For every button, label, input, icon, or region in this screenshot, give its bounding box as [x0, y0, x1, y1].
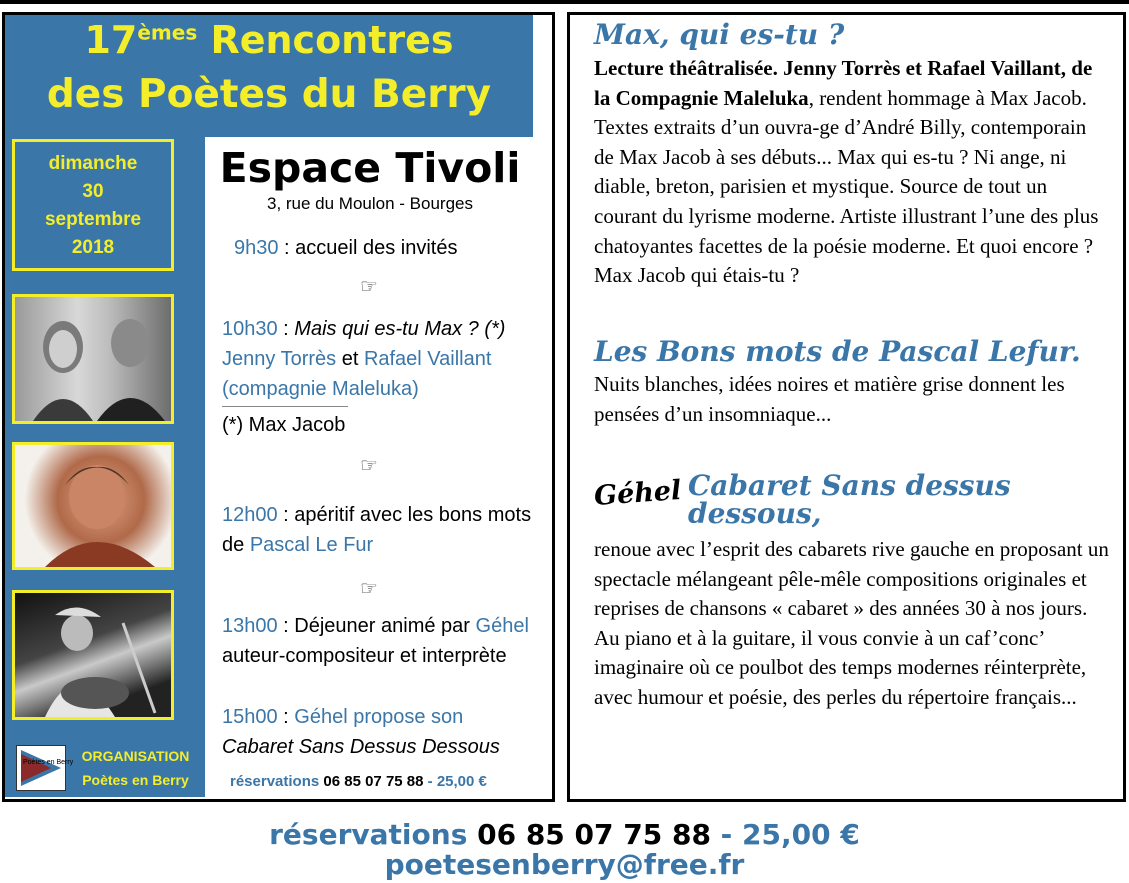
program-item-3: 12h00 : apéritif avec les bons mots: [222, 504, 532, 526]
footnote-rule: [222, 406, 348, 407]
pointing-hand-icon: ☞: [360, 578, 378, 600]
program-item-5-title: Cabaret Sans Dessus Dessous: [222, 736, 500, 758]
pointing-hand-icon: ☞: [360, 455, 378, 477]
photo-pascal: [12, 442, 174, 570]
footer-email[interactable]: poetesenberry@free.fr: [384, 848, 745, 881]
top-rule: [0, 0, 1129, 4]
pointing-hand-icon: ☞: [360, 276, 378, 298]
venue-name: Espace Tivoli: [219, 144, 521, 192]
gehel-signature: Géhel: [593, 474, 683, 513]
program-item-4: 13h00 : Déjeuner animé par Géhel: [222, 615, 529, 637]
section-max-title: Max, qui es-tu ?: [594, 18, 845, 51]
organisation-label: ORGANISATION: [81, 748, 190, 764]
event-title-line2: des Poètes du Berry: [46, 72, 492, 117]
photo-jenny-rafael: [12, 294, 174, 424]
program-item-2-company: (compagnie Maleluka): [222, 378, 419, 400]
photo-gehel: [12, 590, 174, 720]
footnote: (*) Max Jacob: [222, 414, 346, 436]
section-max-text: Lecture théâtralisée. Jenny Torrès et Rafael Vaillant, de la Compagnie Maleluka, rendent hommage à Max Jacob. Textes extraits d’un ouvra-ge d’André Billy, contemporain de Max Jacob à ses débuts... Max qui es-tu ? Ni ange, ni diable, breton, parisien et mystique. Source de tout un courant du lyrisme moderne. Artiste illustrant l’une des plus chatoyantes facettes de la poésie moderne. Et quoi encore ? Max Jacob qui étais-tu ?: [594, 56, 1099, 288]
program-item-2: 10h30 : Mais qui es-tu Max ? (*): [222, 318, 506, 340]
reservation-small: réservations 06 85 07 75 88 - 25,00 €: [230, 773, 487, 790]
event-title-line1: 17èmes Rencontres: [84, 18, 454, 62]
section-pascal-text: Nuits blanches, idées noires et matière grise donnent les pensées d’un insomniaque...: [594, 372, 1065, 426]
logo-lettering: Poètes en Berry: [23, 759, 74, 766]
footer-reservation: réservations 06 85 07 75 88 - 25,00 €: [269, 818, 860, 851]
organisation-name: Poètes en Berry: [82, 772, 189, 788]
program-item-4-role: auteur-compositeur et interprète: [222, 645, 507, 667]
venue-address: 3, rue du Moulon - Bourges: [266, 194, 473, 213]
section-cabaret-title: Cabaret Sans dessus dessous,: [688, 469, 1011, 530]
section-cabaret-text: renoue avec l’esprit des cabarets rive gauche en proposant un spectacle mélangeant pêle-mêle compositions originales et reprises de chansons « cabaret » des années 30 à nos jours. Au piano et à la guitare, il vous convie à un caf’conc’ imaginaire où ce poulbot des temps modernes réinterprète, avec humour et poésie, des perles du répertoire français...: [594, 537, 1109, 709]
section-pascal-title: Les Bons mots de Pascal Lefur.: [594, 335, 1081, 368]
program-item-1: 9h30 : accueil des invités: [234, 237, 458, 259]
event-date: dimanche 30 septembre 2018: [12, 139, 174, 271]
program-item-3-name: de Pascal Le Fur: [222, 534, 374, 556]
organisation-block: [68, 744, 203, 792]
program-item-2-names: Jenny Torrès et Rafael Vaillant: [222, 348, 492, 370]
poetes-en-berry-logo: [16, 745, 74, 791]
program-item-5: 15h00 : Géhel propose son: [222, 706, 464, 728]
